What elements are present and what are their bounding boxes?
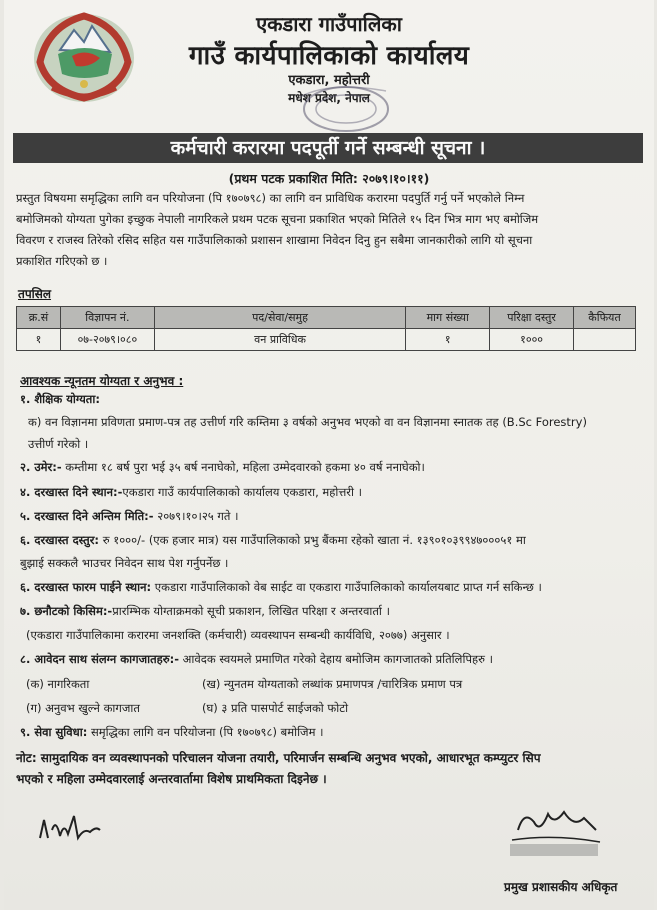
age-requirement: २. उमेर:- कम्तीमा १८ बर्ष पुरा भई ३५ बर्ष ननाघेको, महिला उम्मेदवारको हकमा ४० वर्ष ननाघेको। bbox=[20, 460, 425, 474]
publication-date: (प्रथम पटक प्रकाशित मिति: २०७९।१०।११) bbox=[228, 171, 430, 186]
application-fee: ६. दरखास्त दस्तुर: रु १०००/- (एक हजार मात्र) यस गाउँपालिकाको प्रभु बैंकमा रहेको खाता नं. १३९०१०३९९४७०००५१ मा bbox=[20, 533, 526, 547]
application-fee-cont: बुझाई सक्कलै भाउचर निवेदन साथ पेश गर्नुपर्नेछ । bbox=[20, 556, 229, 570]
education-text-cont: उत्तीर्ण गरेको । bbox=[28, 437, 89, 451]
intro-line: बमोजिमको योग्यता पुगेका इच्छुक नेपाली नागरिकले प्रथम पटक सूचना प्रकाशित भएको मितिले १५ दिन भित्र माग भए बमोजिम bbox=[16, 212, 539, 226]
notice-title: कर्मचारी करारमा पदपूर्ती गर्ने सम्बन्धी सूचना । bbox=[13, 133, 643, 163]
note-line: नोट: सामुदायिक वन व्यवस्थापनको परिचालन योजना तयारी, परिमार्जन सम्बन्धि अनुभव भएको, आधारभूत कम्प्युटर सिप bbox=[16, 751, 541, 765]
table-cell bbox=[574, 329, 636, 351]
table-cell: वन प्राविधिक bbox=[154, 329, 405, 351]
office-title: गाउँ कार्यपालिकाको कार्यालय bbox=[188, 41, 470, 71]
education-text: क) वन विज्ञानमा प्रविणता प्रमाण-पत्र तह उत्तीर्ण गरि कम्तिमा ३ वर्षको अनुभव भएको वा वन विज्ञानमा स्नातक तह (B.Sc Forestry) bbox=[28, 415, 587, 429]
intro-line: प्रकाशित गरिएको छ । bbox=[16, 254, 108, 268]
office-address: एकडारा, महोत्तरी bbox=[288, 73, 370, 88]
column-header: माग संख्या bbox=[406, 307, 490, 329]
selection-method: ७. छनौटको किसिम:-प्रारम्भिक योग्ताक्रमको सूची प्रकाशन, लिखित परिक्षा र अन्तरवार्ता । bbox=[20, 604, 390, 618]
details-caption: तपसिल bbox=[18, 287, 52, 301]
document-item: (घ) ३ प्रति पासपोर्ट साईजको फोटो bbox=[202, 701, 349, 715]
column-header: क्र.सं bbox=[17, 307, 61, 329]
column-header: परिक्षा दस्तुर bbox=[490, 307, 574, 329]
notice-document bbox=[4, 0, 654, 910]
note-paragraph bbox=[16, 748, 642, 790]
table-cell: १ bbox=[406, 329, 490, 351]
document-item: (क) नागरिकता bbox=[26, 677, 90, 691]
table-cell: ०७-२०७९।०८० bbox=[60, 329, 154, 351]
attached-documents: ८. आवेदन साथ संलग्न कागजातहरु:- आवेदक स्वयमले प्रमाणित गरेको देहाय बमोजिम कागजातको प्रतिलिपिहरु । bbox=[20, 652, 493, 666]
requirements-title: आवश्यक न्यूनतम योग्यता र अनुभव : bbox=[20, 374, 184, 388]
document-item: (ग) अनुवभ खुल्ने कागजात bbox=[26, 701, 140, 715]
table-cell: १००० bbox=[490, 329, 574, 351]
education-heading: १. शैक्षिक योग्यता: bbox=[20, 392, 100, 406]
initials-signature-icon bbox=[34, 808, 104, 848]
document-item: (ख) न्युनतम योग्यताको लब्धांक प्रमाणपत्र /चारित्रिक प्रमाण पत्र bbox=[202, 677, 463, 691]
application-deadline: ५. दरखास्त दिने अन्तिम मिति:- २०७९।१०।२५ गते । bbox=[20, 509, 239, 523]
office-stamp-icon bbox=[290, 77, 400, 135]
application-place: ४. दरखास्त दिने स्थान:-एकडारा गाउँ कार्यपालिकाको कार्यालय एकडारा, महोत्तरी । bbox=[20, 485, 363, 499]
table-header-row bbox=[17, 307, 636, 329]
intro-paragraph bbox=[16, 188, 642, 272]
column-header: कैफियत bbox=[574, 307, 636, 329]
note-line: भएको र महिला उम्मेदवारलाई अन्तरवार्तामा विशेष प्राथमिकता दिइनेछ । bbox=[16, 772, 327, 786]
vacancy-table bbox=[16, 306, 636, 351]
table-cell: १ bbox=[17, 329, 61, 351]
officer-signature-icon bbox=[504, 800, 604, 860]
column-header: पद/सेवा/समुह bbox=[154, 307, 405, 329]
province-name: मधेश प्रदेश, नेपाल bbox=[288, 91, 370, 105]
intro-line: प्रस्तुत विषयमा समृद्धिका लागि वन परियोजना (पि १७०७९८) का लागि वन प्राविधिक करारमा पदपुर्ति गर्नु पर्ने भएकोले निम्न bbox=[16, 191, 525, 205]
column-header: विज्ञापन नं. bbox=[60, 307, 154, 329]
intro-line: विवरण र राजस्व तिरेको रसिद सहित यस गाउँपालिकाको प्रशासन शाखामा निवेदन दिनु हुन सबैमा जानकारीको लागि यो सूचना bbox=[16, 233, 533, 247]
selection-procedure-note: (एकडारा गाउँपालिकामा करारमा जनशक्ति (कर्मचारी) व्यवस्थापन सम्बन्धी कार्यविधि, २०७७) अनुसार । bbox=[26, 628, 450, 642]
table-row bbox=[17, 329, 636, 351]
officer-designation: प्रमुख प्रशासकीय अधिकृत bbox=[504, 880, 618, 894]
form-availability: ६. दरखास्त फारम पाईने स्थान: एकडारा गाउँपालिकाको वेब साईट वा एकडारा गाउँपालिकाको कार्यालयबाट प्राप्त गर्न सकिन्छ । bbox=[20, 580, 542, 594]
municipality-name: एकडारा गाउँपालिका bbox=[256, 12, 402, 36]
service-benefits: ९. सेवा सुविधा: समृद्धिका लागि वन परियोजना (पि १७०७९८) बमोजिम । bbox=[20, 725, 324, 739]
